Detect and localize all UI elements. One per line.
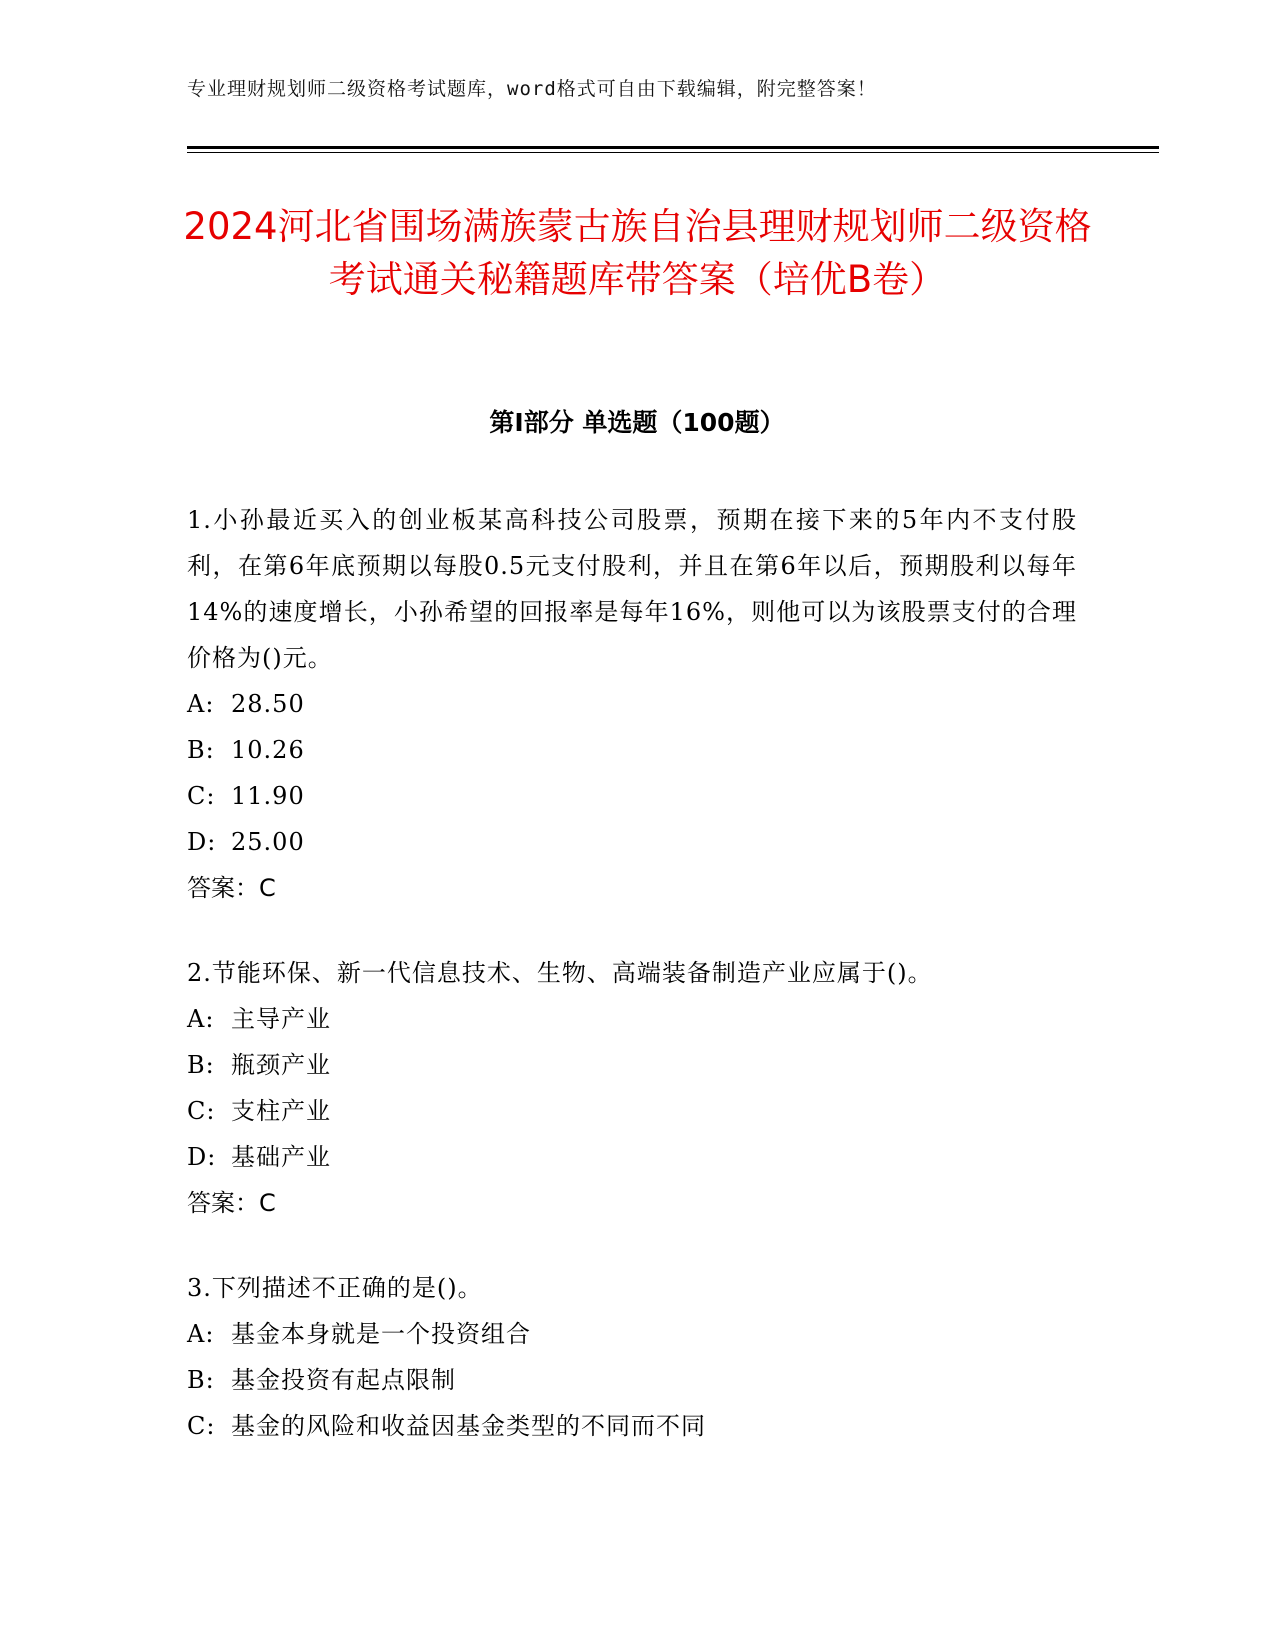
option-text: 10.26 (231, 736, 305, 764)
section-title: 第I部分 单选题（100题） (489, 408, 785, 437)
option-label: A: (187, 690, 215, 718)
option-text: 基金的风险和收益因基金类型的不同而不同 (231, 1412, 706, 1440)
question-3 (187, 1265, 1087, 1449)
question-2 (187, 950, 1087, 1226)
question-text: 1.小孙最近买入的创业板某高科技公司股票，预期在接下来的5年内不支付股利，在第6年底预期以每股0.5元支付股利，并且在第6年以后，预期股利以每年14%的速度增长，小孙希望的回报率是每年16%，则他可以为该股票支付的合理价格为()元。 (187, 506, 1077, 672)
option-a (187, 681, 1087, 727)
option-c (187, 1088, 1087, 1134)
option-text: 瓶颈产业 (231, 1051, 331, 1079)
option-b (187, 1357, 1087, 1403)
question-text: 2.节能环保、新一代信息技术、生物、高端装备制造产业应属于()。 (187, 959, 933, 987)
option-text: 11.90 (231, 782, 305, 810)
option-a (187, 996, 1087, 1042)
option-text: 25.00 (231, 828, 305, 856)
option-text: 支柱产业 (231, 1097, 331, 1125)
option-text: 基础产业 (231, 1143, 331, 1171)
option-text: 基金投资有起点限制 (231, 1366, 456, 1394)
option-label: C: (187, 782, 216, 810)
option-c (187, 1403, 1087, 1449)
option-text: 主导产业 (231, 1005, 331, 1033)
header-note: 专业理财规划师二级资格考试题库，word格式可自由下载编辑，附完整答案！ (187, 78, 877, 100)
option-label: C: (187, 1412, 216, 1440)
option-text: 28.50 (231, 690, 305, 718)
option-text: 基金本身就是一个投资组合 (231, 1320, 531, 1348)
option-b (187, 1042, 1087, 1088)
option-c (187, 773, 1087, 819)
header-rule-thin (187, 152, 1159, 153)
answer: 答案：C (187, 874, 276, 902)
option-a (187, 1311, 1087, 1357)
question-1 (187, 497, 1087, 911)
option-label: D: (187, 828, 217, 856)
header-rule-thick (187, 146, 1159, 149)
option-label: B: (187, 1366, 215, 1394)
option-label: D: (187, 1143, 217, 1171)
option-label: A: (187, 1320, 215, 1348)
question-text: 3.下列描述不正确的是()。 (187, 1274, 483, 1302)
question-list (187, 497, 1087, 1488)
answer: 答案：C (187, 1189, 276, 1217)
option-label: A: (187, 1005, 215, 1033)
option-label: C: (187, 1097, 216, 1125)
option-label: B: (187, 1051, 215, 1079)
document-title: 2024河北省围场满族蒙古族自治县理财规划师二级资格考试通关秘籍题库带答案（培优B卷） (183, 205, 1092, 301)
option-label: B: (187, 736, 215, 764)
option-b (187, 727, 1087, 773)
option-d (187, 1134, 1087, 1180)
option-d (187, 819, 1087, 865)
